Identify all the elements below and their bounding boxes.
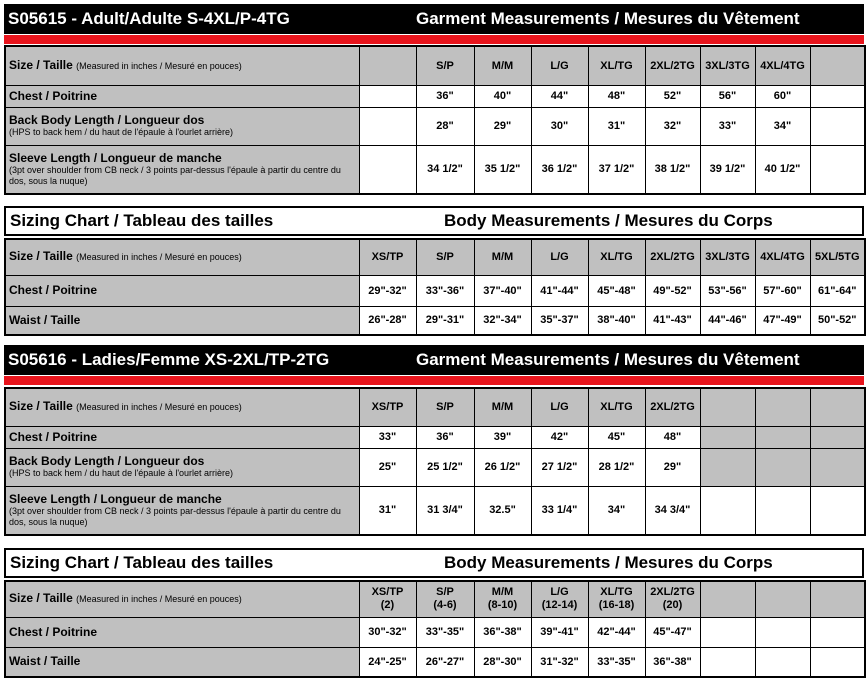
measure-value: 40 1/2" <box>755 145 810 194</box>
measure-value: 44"-46" <box>700 306 755 335</box>
size-header: 5XL/5TG <box>810 239 865 275</box>
sizing-chart-title: Sizing Chart / Tableau des tailles <box>10 211 274 230</box>
measure-label: Waist / Taille <box>5 306 359 335</box>
size-header: 2XL/2TG <box>645 46 700 85</box>
measure-value <box>755 617 810 647</box>
size-header: XL/TG <box>588 46 645 85</box>
sizing-chart-title: Sizing Chart / Tableau des tailles <box>10 553 274 572</box>
table-row <box>5 275 865 306</box>
measure-value <box>810 145 865 194</box>
size-header: XL/TG <box>588 239 645 275</box>
section1-garment-table <box>4 45 866 195</box>
section1-red-divider <box>4 35 864 44</box>
measure-value: 53"-56" <box>700 275 755 306</box>
measure-value: 36" <box>416 426 474 448</box>
measure-value: 41"-44" <box>531 275 588 306</box>
size-header: L/G <box>531 239 588 275</box>
table-row <box>5 145 865 194</box>
measure-value: 50"-52" <box>810 306 865 335</box>
measure-value: 45"-47" <box>645 617 700 647</box>
measure-value: 41"-43" <box>645 306 700 335</box>
size-header: L/G (12-14) <box>531 581 588 617</box>
measure-value <box>359 85 416 107</box>
size-label-cell: Size / Taille (Measured in inches / Mesuré en pouces) <box>5 46 359 85</box>
measure-value: 33" <box>359 426 416 448</box>
section2-title: S05616 - Ladies/Femme XS-2XL/TP-2TG <box>8 350 330 369</box>
measure-value: 45" <box>588 426 645 448</box>
size-header: S/P <box>416 239 474 275</box>
size-header: XL/TG <box>588 388 645 426</box>
table-row <box>5 306 865 335</box>
table-row <box>5 107 865 145</box>
measure-value <box>810 448 865 486</box>
body-measurements-title: Body Measurements / Mesures du Corps <box>444 553 773 572</box>
size-header <box>755 581 810 617</box>
measure-value: 36"-38" <box>645 647 700 677</box>
section1-title-bar <box>4 4 864 34</box>
measure-value: 24"-25" <box>359 647 416 677</box>
measure-value: 48" <box>588 85 645 107</box>
size-header: M/M <box>474 239 531 275</box>
size-header: 4XL/4TG <box>755 239 810 275</box>
size-header: S/P <box>416 388 474 426</box>
size-label-cell: Size / Taille (Measured in inches / Mesuré en pouces) <box>5 239 359 275</box>
measure-value: 35"-37" <box>531 306 588 335</box>
measure-label: Back Body Length / Longueur dos (HPS to back hem / du haut de l'épaule à l'ourlet arrière) <box>5 448 359 486</box>
size-header <box>810 581 865 617</box>
measure-value: 33"-36" <box>416 275 474 306</box>
measure-value: 33 1/4" <box>531 486 588 535</box>
measure-value: 32" <box>645 107 700 145</box>
size-header: XS/TP <box>359 388 416 426</box>
table-row <box>5 388 865 426</box>
measure-value: 52" <box>645 85 700 107</box>
measure-value: 26"-28" <box>359 306 416 335</box>
size-header: S/P <box>416 46 474 85</box>
section1-sizing-heading <box>4 206 864 236</box>
size-header: XS/TP <box>359 239 416 275</box>
size-header <box>359 46 416 85</box>
section2-body-table <box>4 580 866 678</box>
measure-value: 40" <box>474 85 531 107</box>
measure-value: 39"-41" <box>531 617 588 647</box>
measure-value <box>359 145 416 194</box>
measure-label: Chest / Poitrine <box>5 275 359 306</box>
measure-value: 34" <box>588 486 645 535</box>
measure-value: 48" <box>645 426 700 448</box>
section2-garment-table <box>4 387 866 536</box>
size-header: 3XL/3TG <box>700 46 755 85</box>
measure-value: 32.5" <box>474 486 531 535</box>
section2-red-divider <box>4 376 864 385</box>
measure-label: Chest / Poitrine <box>5 85 359 107</box>
measure-value: 37 1/2" <box>588 145 645 194</box>
size-header <box>700 581 755 617</box>
section1-garment-heading: Garment Measurements / Mesures du Vêtement <box>416 9 800 28</box>
measure-value: 33"-35" <box>416 617 474 647</box>
table-row <box>5 486 865 535</box>
measure-value <box>700 617 755 647</box>
measure-value: 42" <box>531 426 588 448</box>
size-header: L/G <box>531 388 588 426</box>
measure-value: 29"-32" <box>359 275 416 306</box>
measure-value: 27 1/2" <box>531 448 588 486</box>
size-header: XS/TP (2) <box>359 581 416 617</box>
measure-value <box>700 426 755 448</box>
table-row <box>5 239 865 275</box>
size-header: S/P (4-6) <box>416 581 474 617</box>
measure-label: Chest / Poitrine <box>5 617 359 647</box>
measure-value: 39 1/2" <box>700 145 755 194</box>
measure-value: 32"-34" <box>474 306 531 335</box>
size-header: 2XL/2TG <box>645 388 700 426</box>
measure-value: 30"-32" <box>359 617 416 647</box>
measure-value: 31 3/4" <box>416 486 474 535</box>
measure-value: 47"-49" <box>755 306 810 335</box>
size-header: M/M (8-10) <box>474 581 531 617</box>
section2-garment-heading: Garment Measurements / Mesures du Vêtement <box>416 350 800 369</box>
measure-value: 29"-31" <box>416 306 474 335</box>
measure-value <box>810 85 865 107</box>
measure-value <box>810 486 865 535</box>
measure-value: 36" <box>416 85 474 107</box>
measure-value: 30" <box>531 107 588 145</box>
size-header: 3XL/3TG <box>700 239 755 275</box>
measure-value <box>810 426 865 448</box>
section1-title: S05615 - Adult/Adulte S-4XL/P-4TG <box>8 9 290 28</box>
measure-value: 26 1/2" <box>474 448 531 486</box>
measure-value: 28 1/2" <box>588 448 645 486</box>
size-header <box>755 388 810 426</box>
measure-value: 28" <box>416 107 474 145</box>
measure-value: 37"-40" <box>474 275 531 306</box>
size-header: M/M <box>474 388 531 426</box>
measure-value <box>700 647 755 677</box>
measure-value: 57"-60" <box>755 275 810 306</box>
measure-value: 39" <box>474 426 531 448</box>
measure-value <box>700 448 755 486</box>
measure-value: 56" <box>700 85 755 107</box>
measure-label: Back Body Length / Longueur dos (HPS to back hem / du haut de l'épaule à l'ourlet arrière) <box>5 107 359 145</box>
size-label-cell: Size / Taille (Measured in inches / Mesuré en pouces) <box>5 581 359 617</box>
table-row <box>5 448 865 486</box>
measure-label: Chest / Poitrine <box>5 426 359 448</box>
measure-value: 25 1/2" <box>416 448 474 486</box>
measure-value: 42"-44" <box>588 617 645 647</box>
size-header <box>810 46 865 85</box>
section1-body-table <box>4 238 866 336</box>
measure-value: 34 3/4" <box>645 486 700 535</box>
measure-value: 36 1/2" <box>531 145 588 194</box>
measure-value: 35 1/2" <box>474 145 531 194</box>
size-label-cell: Size / Taille (Measured in inches / Mesuré en pouces) <box>5 388 359 426</box>
measure-label: Waist / Taille <box>5 647 359 677</box>
measure-value: 31" <box>588 107 645 145</box>
size-header: 4XL/4TG <box>755 46 810 85</box>
measure-value: 44" <box>531 85 588 107</box>
measure-value: 33"-35" <box>588 647 645 677</box>
measure-value <box>755 647 810 677</box>
measure-value <box>810 647 865 677</box>
measure-value <box>359 107 416 145</box>
size-header: M/M <box>474 46 531 85</box>
measure-value <box>810 617 865 647</box>
measure-value: 29" <box>645 448 700 486</box>
measure-value: 26"-27" <box>416 647 474 677</box>
table-row <box>5 647 865 677</box>
measure-value: 38"-40" <box>588 306 645 335</box>
table-row <box>5 581 865 617</box>
measure-value: 31"-32" <box>531 647 588 677</box>
measure-value: 38 1/2" <box>645 145 700 194</box>
size-header: 2XL/2TG <box>645 239 700 275</box>
measure-value <box>700 486 755 535</box>
measure-value: 49"-52" <box>645 275 700 306</box>
measure-value <box>755 448 810 486</box>
measure-value: 36"-38" <box>474 617 531 647</box>
table-row <box>5 426 865 448</box>
measure-value: 34" <box>755 107 810 145</box>
size-header <box>810 388 865 426</box>
measure-value <box>755 426 810 448</box>
measure-value: 29" <box>474 107 531 145</box>
measure-value: 34 1/2" <box>416 145 474 194</box>
measure-value: 60" <box>755 85 810 107</box>
measure-value <box>755 486 810 535</box>
measure-label: Sleeve Length / Longueur de manche (3pt over shoulder from CB neck / 3 points par-dessus l'épaule à partir du centre du dos, sous la nuque) <box>5 145 359 194</box>
section2-sizing-heading <box>4 548 864 578</box>
table-row <box>5 617 865 647</box>
measure-label: Sleeve Length / Longueur de manche (3pt over shoulder from CB neck / 3 points par-dessus l'épaule à partir du centre du dos, sous la nuque) <box>5 486 359 535</box>
size-header: XL/TG (16-18) <box>588 581 645 617</box>
table-row <box>5 46 865 85</box>
body-measurements-title: Body Measurements / Mesures du Corps <box>444 211 773 230</box>
size-header: 2XL/2TG (20) <box>645 581 700 617</box>
table-row <box>5 85 865 107</box>
measure-value: 61"-64" <box>810 275 865 306</box>
size-header <box>700 388 755 426</box>
size-header: L/G <box>531 46 588 85</box>
measure-value: 25" <box>359 448 416 486</box>
measure-value: 33" <box>700 107 755 145</box>
measure-value: 28"-30" <box>474 647 531 677</box>
measure-value: 45"-48" <box>588 275 645 306</box>
measure-value: 31" <box>359 486 416 535</box>
measure-value <box>810 107 865 145</box>
section2-title-bar <box>4 345 864 375</box>
